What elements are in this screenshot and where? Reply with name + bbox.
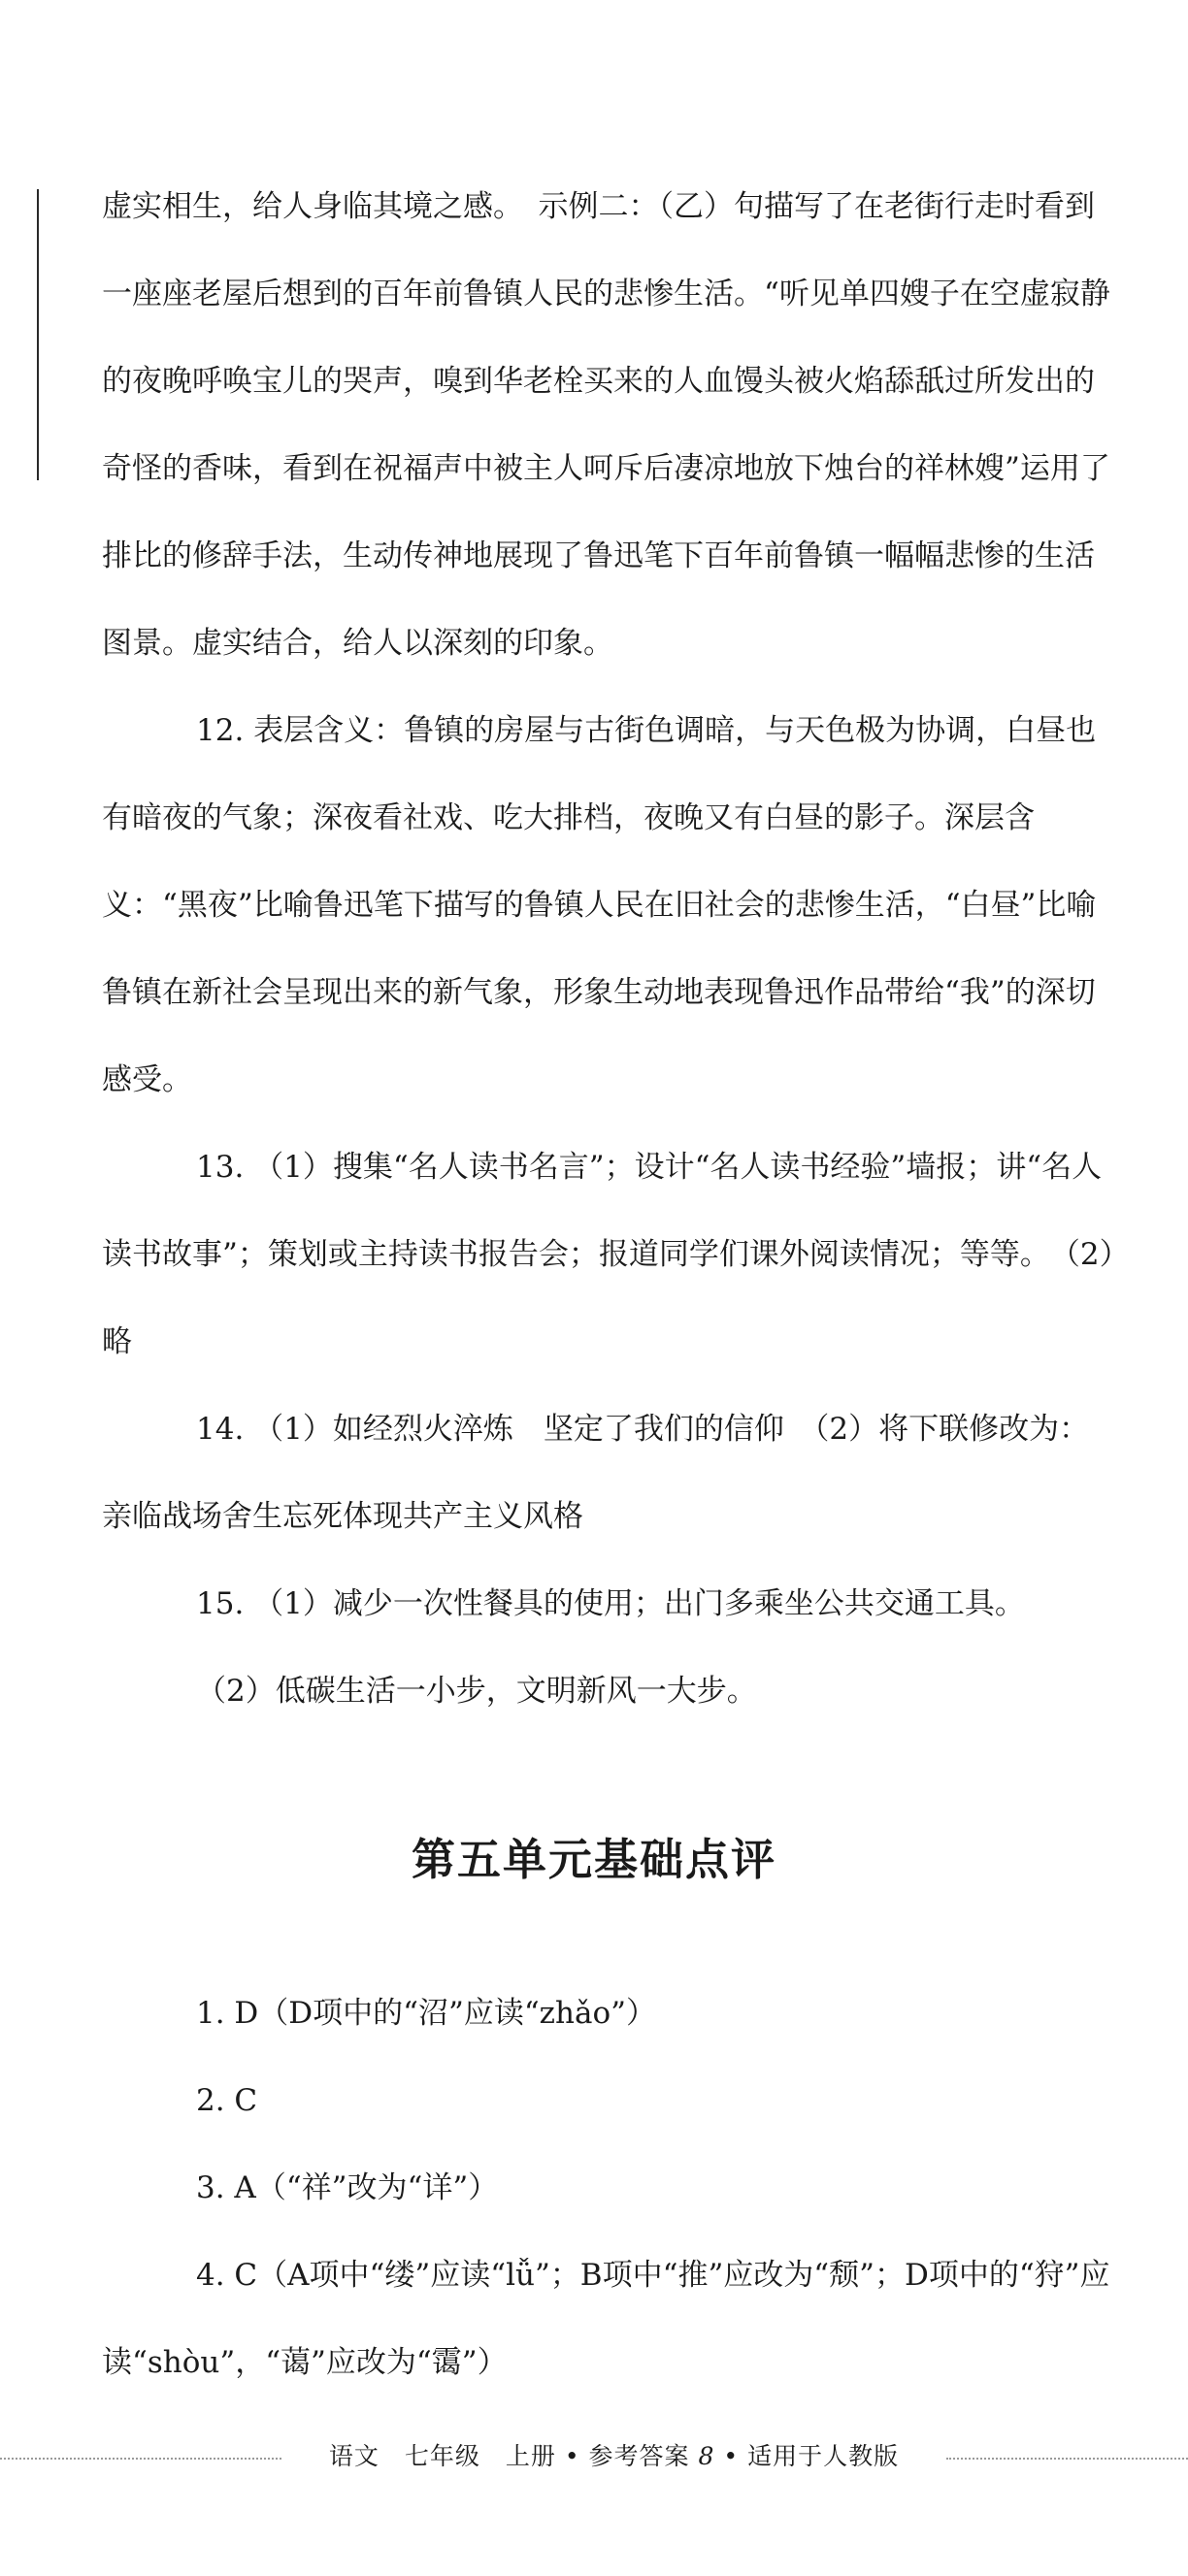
paragraph-q15-part1: 15. （1）减少一次性餐具的使用；出门多乘坐公共交通工具。 xyxy=(196,1586,1025,1621)
paragraph-continued-example: 虚实相生，给人身临其境之感。 示例二：（乙）句描写了在老街行走时看到一座座老屋后想到的百年前鲁镇人民的悲惨生活。“听见单四嫂子在空虚寂静的夜晚呼唤宝儿的哭声，嗅到华老栓买来的人血馒头被火焰舔舐过所发出的奇怪的香味，看到在祝福声中被主人呵斥后凄凉地放下烛台的祥林嫂”运用了排比的修辞手法，生动传神地展现了鲁迅笔下百年前鲁镇一幅幅悲惨的生活图景。虚实结合，给人以深刻的印象。 xyxy=(102,189,1110,661)
page-number: 8 xyxy=(698,2442,715,2470)
answer-item-4: 4. C（A项中“缕”应读“lǚ”；B项中“推”应改为“颓”；D项中的“狩”应读“shòu”，“蔼”应改为“霭”） xyxy=(102,2258,1110,2380)
footer-dotted-rule-left xyxy=(0,2458,281,2460)
paragraph-q14: 14. （1）如经烈火淬炼 坚定了我们的信仰 （2）将下联修改为：亲临战场舍生忘死体现共产主义风格 xyxy=(102,1412,1090,1534)
footer-label: 语文 七年级 上册 • 参考答案 xyxy=(328,2442,690,2470)
left-margin-rule xyxy=(37,189,39,480)
paragraph-q13: 13. （1）搜集“名人读书名言”；设计“名人读书经验”墙报；讲“名人读书故事”；策划或主持读书报告会；报道同学们课外阅读情况；等等。 （2）略 xyxy=(102,1150,1115,1359)
answer-item-1: 1. D（D项中的“沼”应读“zhǎo”） xyxy=(196,1996,656,2031)
paragraph-q15-part2: （2）低碳生活一小步，文明新风一大步。 xyxy=(196,1674,757,1709)
answer-item-3: 3. A（“祥”改为“详”） xyxy=(196,2170,499,2205)
answer-body xyxy=(102,163,1116,1735)
paragraph-q12: 12. 表层含义：鲁镇的房屋与古街色调暗，与天色极为协调，白昼也有暗夜的气象；深夜看社戏、吃大排档，夜晚又有白昼的影子。深层含义：“黑夜”比喻鲁迅笔下描写的鲁镇人民在旧社会的悲惨生活，“白昼”比喻鲁镇在新社会呈现出来的新气象，形象生动地表现鲁迅作品带给“我”的深切感受。 xyxy=(102,713,1097,1097)
answer-item-2: 2. C xyxy=(196,2083,258,2118)
unit-five-answers xyxy=(102,1970,1116,2406)
footer-suffix: • 适用于人教版 xyxy=(723,2442,900,2470)
footer-dotted-rule-right xyxy=(946,2458,1188,2460)
page-footer xyxy=(291,2437,937,2472)
section-title: 第五单元基础点评 xyxy=(411,1834,776,1885)
